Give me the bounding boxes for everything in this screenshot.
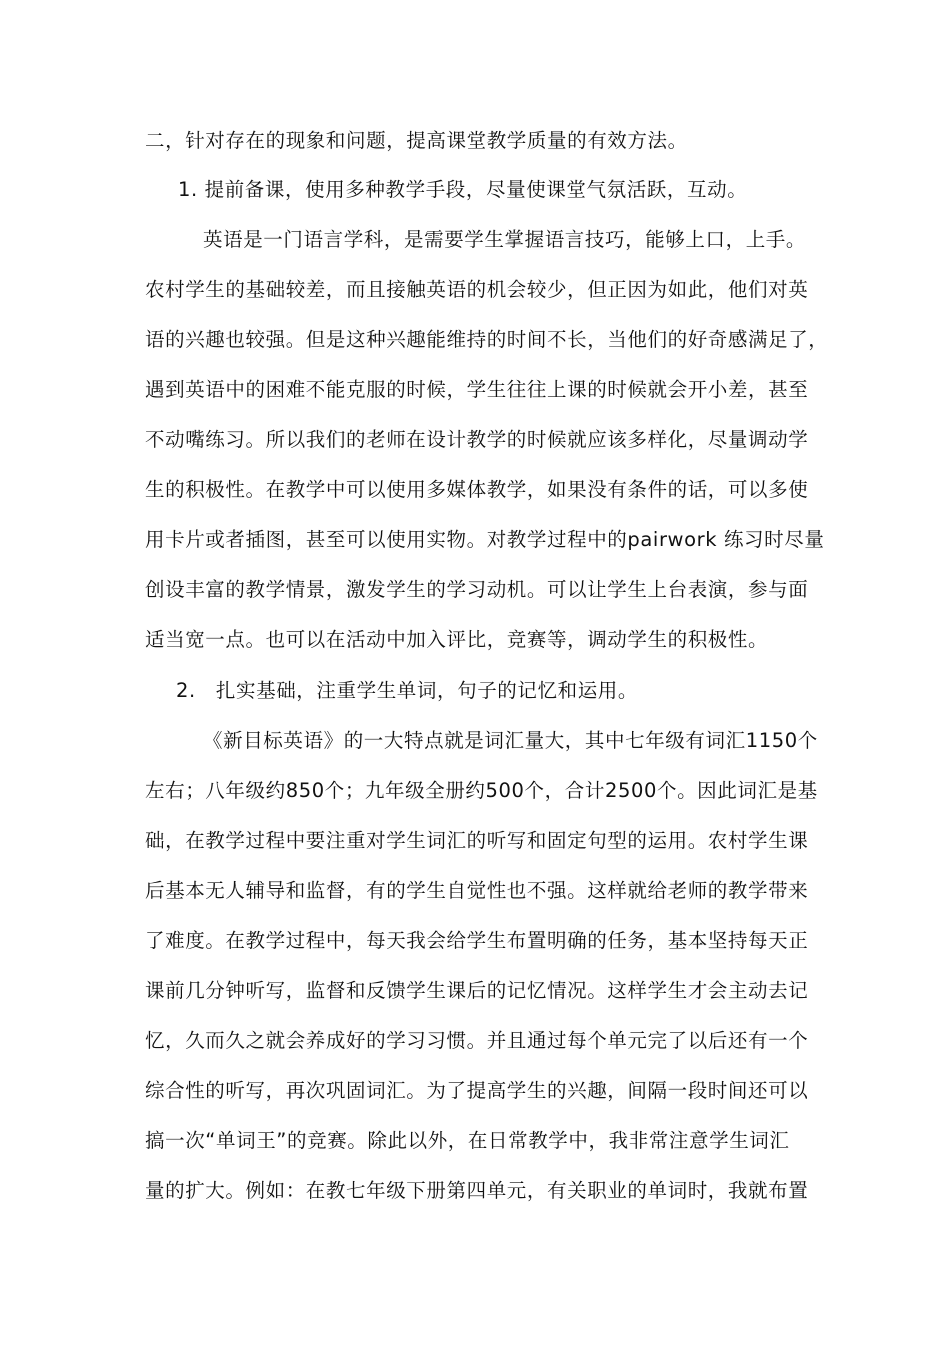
- paragraph-1-line-6: 生的积极性。在教学中可以使用多媒体教学，如果没有条件的话，可以多使: [145, 478, 809, 501]
- paragraph-1-line-8: 创设丰富的教学情景，激发学生的学习动机。可以让学生上台表演，参与面: [145, 578, 809, 601]
- subheading-2: 2. 扎实基础，注重学生单词，句子的记忆和运用。: [176, 679, 639, 702]
- subheading-1: 1. 提前备课，使用多种教学手段，尽量使课堂气氛活跃，互动。: [178, 178, 748, 201]
- paragraph-2-line-4: 后基本无人辅导和监督，有的学生自觉性也不强。这样就给老师的教学带来: [145, 879, 809, 902]
- paragraph-2-line-1: 《新目标英语》的一大特点就是词汇量大，其中七年级有词汇1150个: [203, 729, 818, 752]
- section-heading: 二，针对存在的现象和问题，提高课堂教学质量的有效方法。: [145, 129, 688, 152]
- paragraph-2-line-3: 础，在教学过程中要注重对学生词汇的听写和固定句型的运用。农村学生课: [145, 829, 809, 852]
- paragraph-2-line-9: 搞一次“单词王”的竞赛。除此以外，在日常教学中，我非常注意学生词汇: [145, 1129, 790, 1152]
- paragraph-2-line-10: 量的扩大。例如：在教七年级下册第四单元，有关职业的单词时，我就布置: [145, 1179, 809, 1202]
- paragraph-1-line-5: 不动嘴练习。所以我们的老师在设计教学的时候就应该多样化，尽量调动学: [145, 428, 809, 451]
- paragraph-2-line-5: 了难度。在教学过程中，每天我会给学生布置明确的任务，基本坚持每天正: [145, 929, 809, 952]
- paragraph-1-line-1: 英语是一门语言学科，是需要学生掌握语言技巧，能够上口，上手。: [203, 228, 807, 251]
- paragraph-1-line-4: 遇到英语中的困难不能克服的时候，学生往往上课的时候就会开小差，甚至: [145, 378, 809, 401]
- paragraph-1-line-7: 用卡片或者插图，甚至可以使用实物。对教学过程中的pairwork 练习时尽量: [145, 528, 825, 551]
- paragraph-2-line-2: 左右；八年级约850个；九年级全册约500个，合计2500个。因此词汇是基: [145, 779, 818, 802]
- paragraph-1-line-2: 农村学生的基础较差，而且接触英语的机会较少，但正因为如此，他们对英: [145, 278, 809, 301]
- paragraph-1-line-9: 适当宽一点。也可以在活动中加入评比，竞赛等，调动学生的积极性。: [145, 628, 769, 651]
- paragraph-2-line-7: 忆，久而久之就会养成好的学习习惯。并且通过每个单元完了以后还有一个: [145, 1029, 809, 1052]
- paragraph-2-line-6: 课前几分钟听写，监督和反馈学生课后的记忆情况。这样学生才会主动去记: [145, 979, 809, 1002]
- paragraph-2-line-8: 综合性的听写，再次巩固词汇。为了提高学生的兴趣，间隔一段时间还可以: [145, 1079, 809, 1102]
- paragraph-1-line-3: 语的兴趣也较强。但是这种兴趣能维持的时间不长，当他们的好奇感满足了，: [145, 328, 829, 351]
